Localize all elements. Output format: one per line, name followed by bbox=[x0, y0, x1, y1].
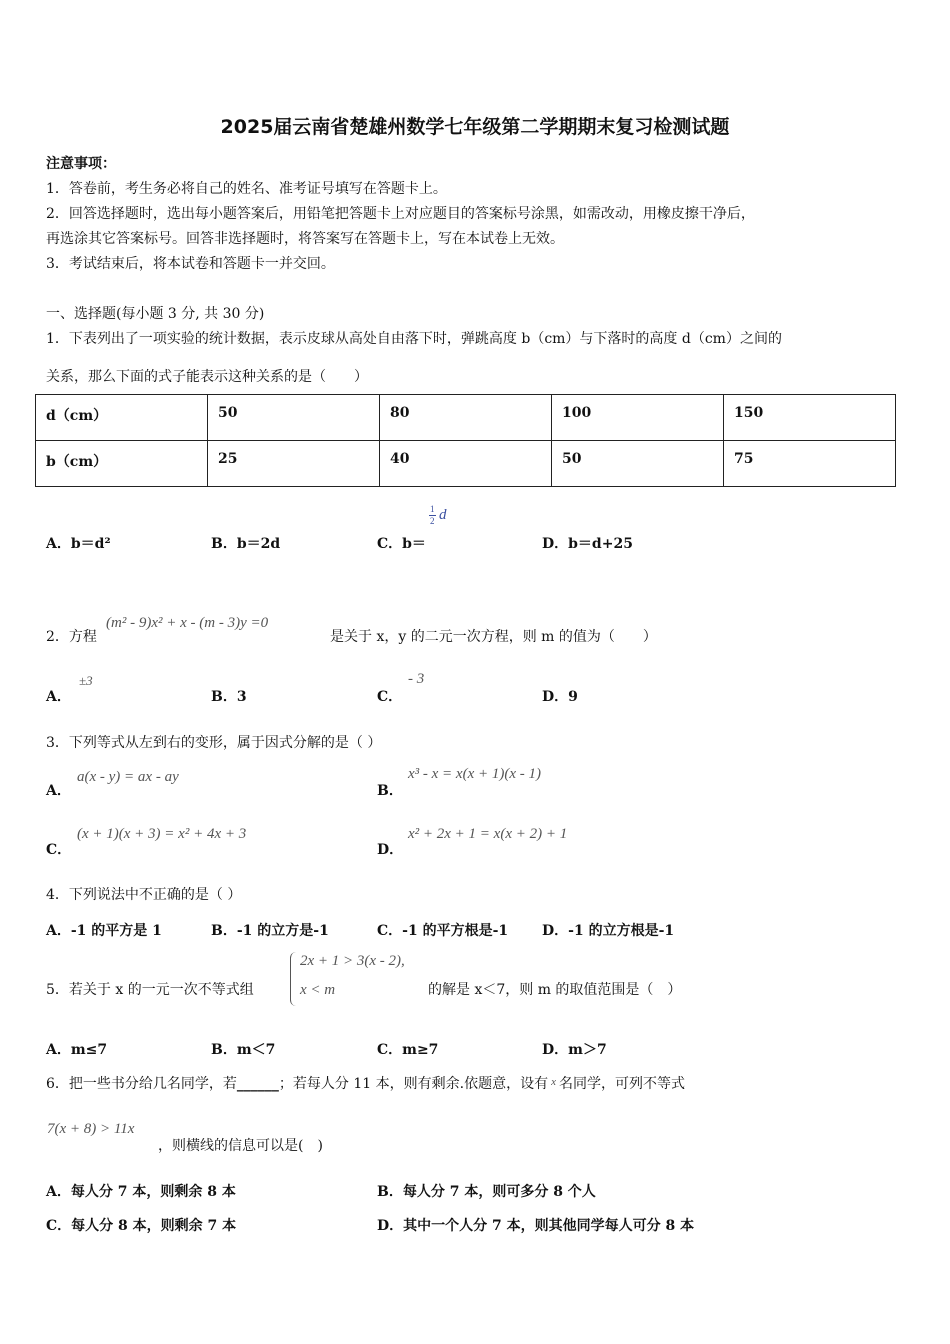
q5-stem-suffix: 的解是 x＜7，则 m 的取值范围是（ ） bbox=[428, 982, 682, 998]
q2-stem-suffix: 是关于 x，y 的二元一次方程，则 m 的值为（ ） bbox=[330, 629, 657, 645]
q3-option-c-formula: (x + 1)(x + 3) = x² + 4x + 3 bbox=[77, 826, 247, 842]
q2-stem-prefix: 2．方程 bbox=[46, 629, 97, 645]
fraction-denominator: 2 bbox=[430, 516, 435, 526]
notice-heading: 注意事项： bbox=[46, 156, 116, 172]
q5-stem-prefix: 5．若关于 x 的一元一次不等式组 bbox=[46, 982, 254, 998]
table-cell: 50 bbox=[552, 441, 724, 487]
q1-option-d: D．b＝d+25 bbox=[542, 536, 633, 552]
q6-stem-line1 bbox=[46, 1073, 685, 1093]
q6-option-c: C．每人分 8 本，则剩余 7 本 bbox=[46, 1218, 237, 1234]
q2-option-c-math: - 3 bbox=[408, 671, 425, 687]
q6-variable: x bbox=[551, 1076, 556, 1088]
notice-item-2: 2．回答选择题时，选出每小题答案后，用铅笔把答题卡上对应题目的答案标号涂黑，如需改动，用橡皮擦干净后， bbox=[46, 206, 755, 222]
table-cell: 25 bbox=[208, 441, 380, 487]
table-row bbox=[36, 395, 896, 441]
q5-option-d: D．m＞7 bbox=[542, 1042, 607, 1058]
table-cell: d（cm） bbox=[36, 395, 208, 441]
q2-option-c: C． bbox=[377, 689, 403, 705]
system-brace bbox=[290, 952, 299, 1006]
q1-option-a: A．b＝d² bbox=[46, 536, 111, 552]
table-cell: 100 bbox=[552, 395, 724, 441]
q5-inequality-1: 2x + 1 > 3(x - 2), bbox=[300, 953, 405, 969]
q6-stem-part3: 名同学，可列不等式 bbox=[558, 1076, 685, 1092]
q4-stem: 4．下列说法中不正确的是（ ） bbox=[46, 887, 242, 903]
table-cell: 80 bbox=[380, 395, 552, 441]
q6-option-d: D．其中一个人分 7 本，则其他同学每人可分 8 本 bbox=[377, 1218, 695, 1234]
q4-option-b: B．-1 的立方是-1 bbox=[211, 923, 329, 939]
q4-option-c: C．-1 的平方根是-1 bbox=[377, 923, 509, 939]
q3-option-a-formula: a(x - y) = ax - ay bbox=[77, 769, 179, 785]
q6-stem-part1: 6．把一些书分给几名同学，若 bbox=[46, 1076, 237, 1092]
q3-option-a-label: A． bbox=[46, 783, 71, 799]
notice-item-2-cont: 再选涂其它答案标号。回答非选择题时，将答案写在答题卡上，写在本试卷上无效。 bbox=[46, 231, 564, 247]
q4-option-a: A．-1 的平方是 1 bbox=[46, 923, 162, 939]
fraction-variable: d bbox=[439, 507, 447, 523]
q3-option-d-label: D． bbox=[377, 842, 404, 858]
q6-inequality: 7(x + 8) > 11x bbox=[47, 1121, 135, 1137]
q6-stem-part2: ；若每人分 11 本，则有剩余.依题意，设有 bbox=[278, 1076, 549, 1092]
q6-option-b: B．每人分 7 本，则可多分 8 个人 bbox=[377, 1184, 596, 1200]
q1-stem-line2: 关系，那么下面的式子能表示这种关系的是（ ） bbox=[46, 369, 368, 385]
q6-stem-line2: ，则横线的信息可以是( ) bbox=[158, 1138, 323, 1154]
notice-item-3: 3．考试结束后，将本试卷和答题卡一并交回。 bbox=[46, 256, 335, 272]
q3-option-d-formula: x² + 2x + 1 = x(x + 2) + 1 bbox=[408, 826, 568, 842]
table-cell: b（cm） bbox=[36, 441, 208, 487]
q5-inequality-2: x < m bbox=[300, 982, 336, 998]
section-heading: 一、选择题(每小题 3 分, 共 30 分) bbox=[46, 306, 265, 322]
q5-option-c: C．m≥7 bbox=[377, 1042, 439, 1058]
table-row bbox=[36, 441, 896, 487]
q5-option-a: A．m≤7 bbox=[46, 1042, 108, 1058]
table-cell: 150 bbox=[724, 395, 896, 441]
table-cell: 50 bbox=[208, 395, 380, 441]
q1-stem-line1: 1．下表列出了一项实验的统计数据，表示皮球从高处自由落下时，弹跳高度 b（cm）与下落时的高度 d（cm）之间的 bbox=[46, 331, 782, 347]
notice-item-1: 1．答卷前，考生务必将自己的姓名、准考证号填写在答题卡上。 bbox=[46, 181, 447, 197]
table-cell: 75 bbox=[724, 441, 896, 487]
q6-option-a: A．每人分 7 本，则剩余 8 本 bbox=[46, 1184, 236, 1200]
table-cell: 40 bbox=[380, 441, 552, 487]
q2-option-a-math: ±3 bbox=[79, 673, 93, 688]
q2-equation: (m² - 9)x² + x - (m - 3)y =0 bbox=[106, 615, 269, 631]
q1-data-table bbox=[35, 394, 896, 487]
q2-option-d: D．9 bbox=[542, 689, 578, 705]
q2-option-a: A． bbox=[46, 689, 71, 705]
fraction-numerator: 1 bbox=[430, 504, 435, 514]
q3-option-c-label: C． bbox=[46, 842, 72, 858]
q4-option-d: D．-1 的立方根是-1 bbox=[542, 923, 675, 939]
q3-stem: 3．下列等式从左到右的变形，属于因式分解的是（ ） bbox=[46, 735, 382, 751]
q5-option-b: B．m＜7 bbox=[211, 1042, 276, 1058]
q3-option-b-label: B． bbox=[377, 783, 403, 799]
page-title: 2025届云南省楚雄州数学七年级第二学期期末复习检测试题 bbox=[220, 116, 730, 138]
q2-option-b: B．3 bbox=[211, 689, 247, 705]
q1-option-c: C．b＝ bbox=[377, 536, 426, 552]
q6-blank: ______ bbox=[236, 1076, 279, 1092]
q1-option-b: B．b＝2d bbox=[211, 536, 281, 552]
q3-option-b-formula: x³ - x = x(x + 1)(x - 1) bbox=[408, 766, 542, 782]
